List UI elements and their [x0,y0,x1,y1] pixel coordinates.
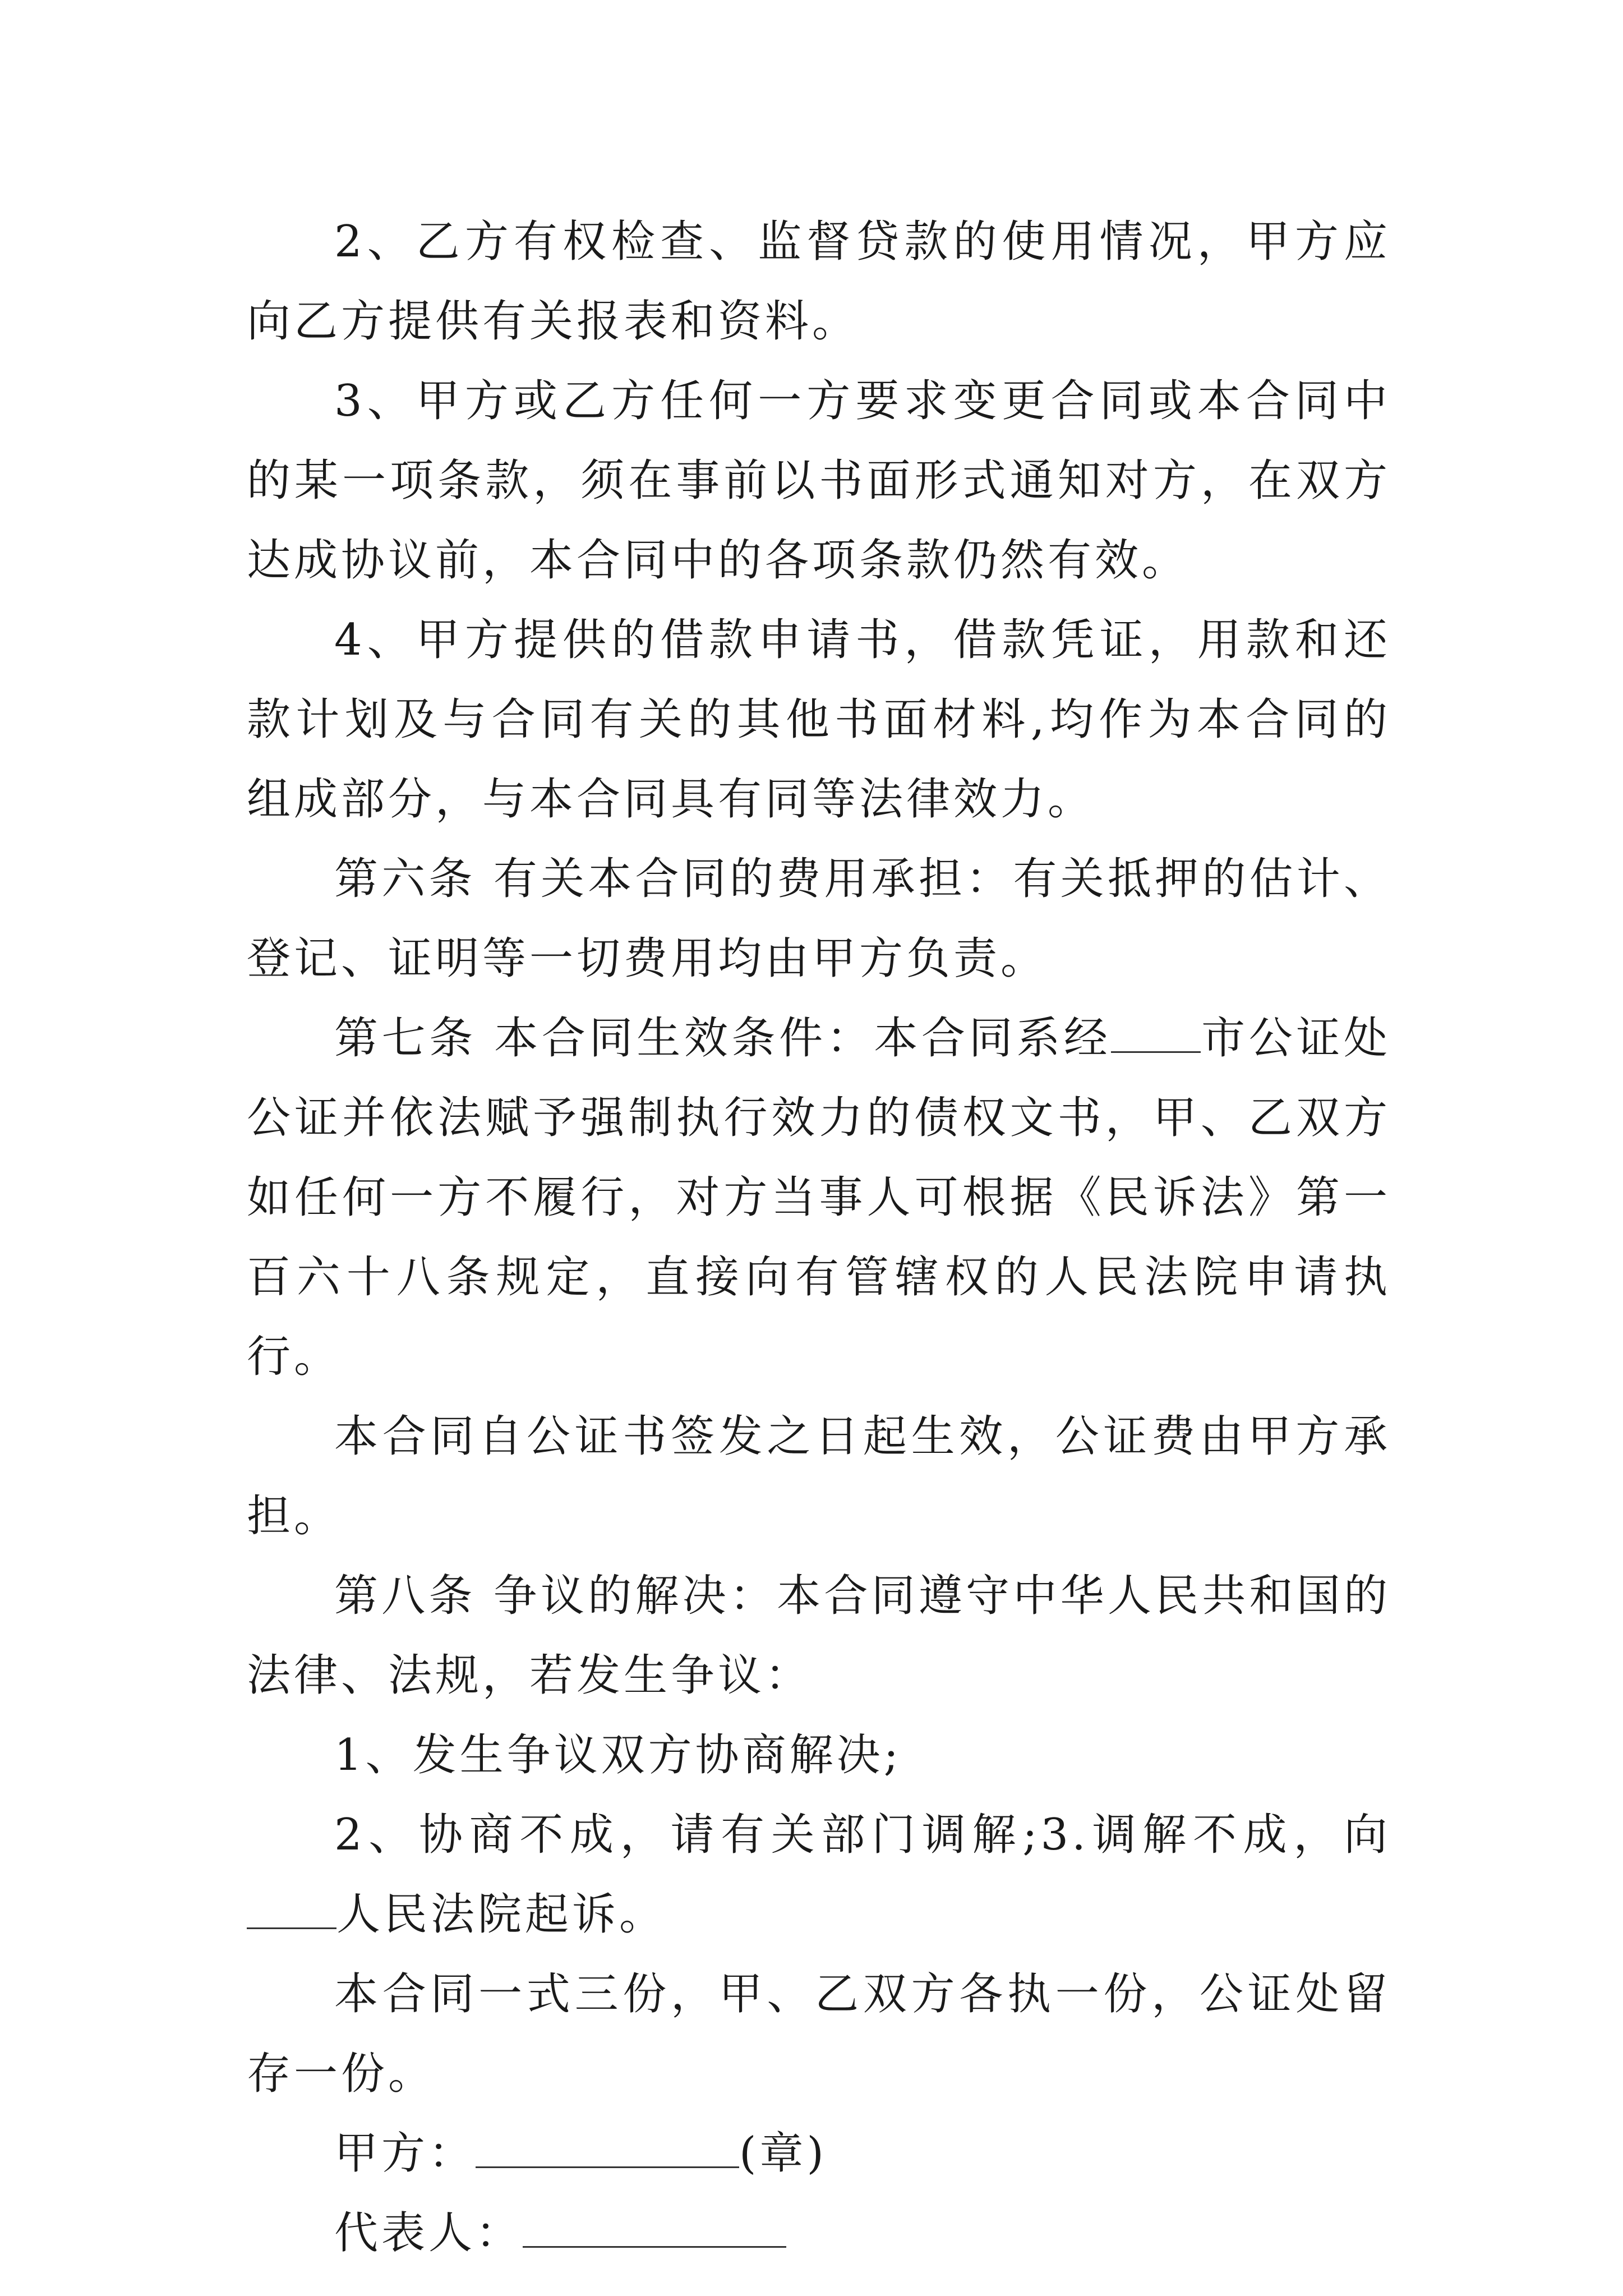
article-6-costs: 第六条 有关本合同的费用承担：有关抵押的估计、登记、证明等一切费用均由甲方负责。 [247,854,1391,984]
dispute-item-1: 1、发生争议双方协商解决; [334,1730,902,1780]
party-a-label: 甲方： [334,2128,476,2179]
effective-date-clause: 本合同自公证书签发之日起生效，公证费由甲方承担。 [247,1411,1391,1542]
party-a-seal: (章) [739,2128,827,2179]
party-a-signature-line [247,2114,1391,2193]
clause-2-inspection: 2、乙方有权检查、监督贷款的使用情况，甲方应向乙方提供有关报表和资料。 [247,217,1391,347]
dispute-item-2-text-start: 2、协商不成，请有关部门调解;3.调解不成，向 [334,1810,1391,1860]
court-name-blank [247,1884,336,1929]
representative-label: 代表人： [334,2208,523,2258]
article-7-text-end: 市公证处公证并依法赋予强制执行效力的债权文书，甲、乙双方如任何一方不履行，对方当事人可根据《民诉法》第一百六十八条规定，直接向有管辖权的人民法院申请执行。 [247,1013,1391,1382]
dispute-item-2-text-end: 人民法院起诉。 [336,1889,667,1940]
representative-signature-line [247,2193,1391,2273]
article-7-text-start: 第七条 本合同生效条件：本合同系经 [334,1013,1112,1064]
party-a-signature-blank [476,2123,739,2168]
clause-4-documents: 4、甲方提供的借款申请书，借款凭证，用款和还款计划及与合同有关的其他书面材料,均作为本合同的组成部分，与本合同具有同等法律效力。 [247,615,1391,825]
clause-3-amendment: 3、甲方或乙方任何一方要求变更合同或本合同中的某一项条款，须在事前以书面形式通知对方，在双方达成协议前，本合同中的各项条款仍然有效。 [247,376,1391,586]
copies-clause: 本合同一式三份，甲、乙双方各执一份，公证处留存一份。 [247,1969,1391,2099]
notary-city-blank [1111,1007,1201,1053]
contract-body [247,202,1391,2273]
representative-signature-blank [523,2202,786,2248]
article-8-disputes: 第八条 争议的解决：本合同遵守中华人民共和国的法律、法规，若发生争议： [247,1571,1391,1701]
dispute-item-2 [247,1795,1391,1954]
article-7-effectiveness [247,999,1391,1397]
